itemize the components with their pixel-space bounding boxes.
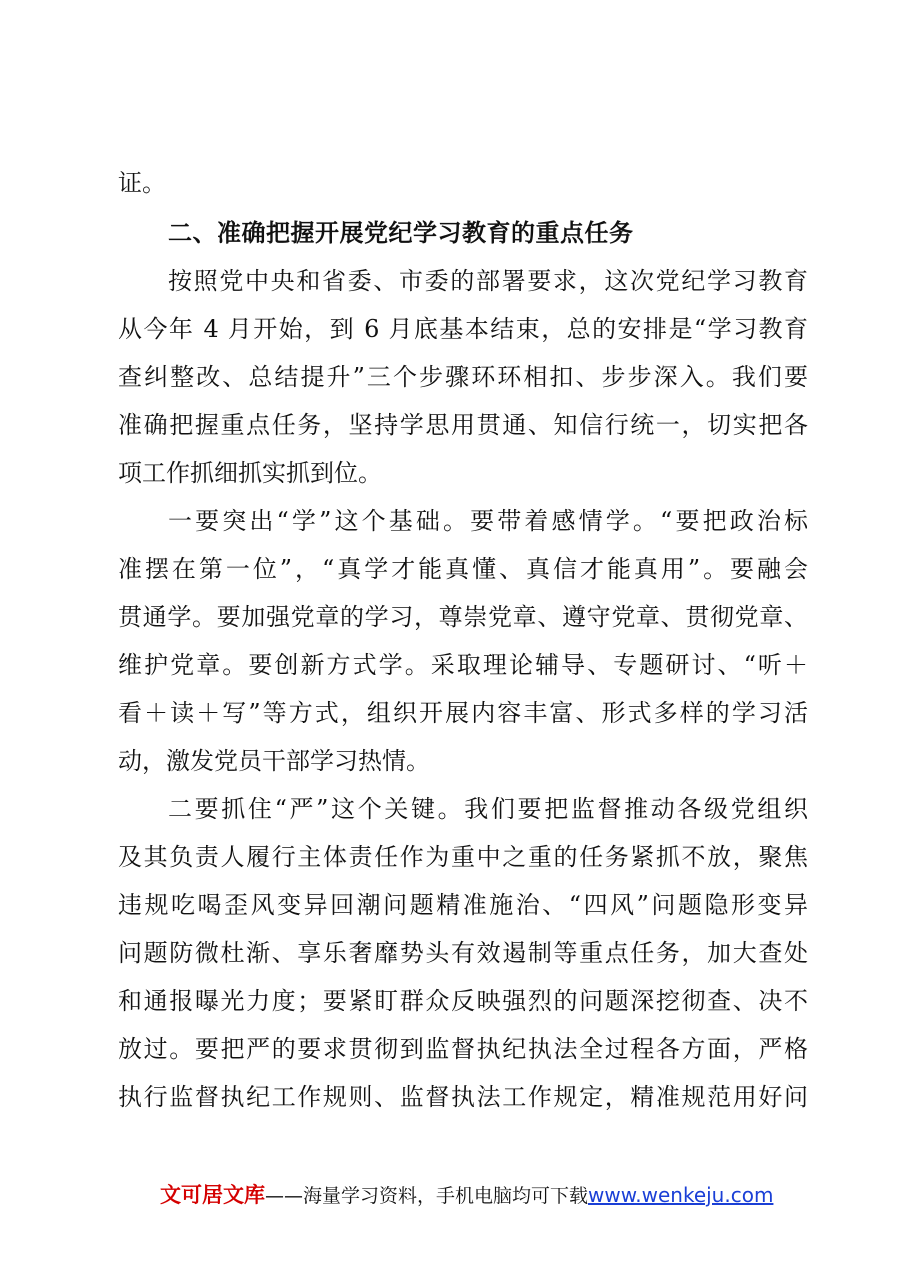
text-line: 贯通学。要加强党章的学习，尊崇党章、遵守党章、贯彻党章、 (118, 603, 808, 631)
text-line: 放过。要把严的要求贯彻到监督执纪执法全过程各方面，严格 (118, 1035, 808, 1063)
footer-tagline: ——海量学习资料，手机电脑均可下载 (265, 1185, 589, 1207)
text-line: 及其负责人履行主体责任作为重中之重的任务紧抓不放，聚焦 (118, 843, 808, 871)
text-line: 违规吃喝歪风变异回潮问题精准施治、“四风”问题隐形变异 (118, 891, 808, 919)
text-line: 执行监督执纪工作规则、监督执法工作规定，精准规范用好问 (118, 1083, 808, 1111)
website-link[interactable]: www.wenkeju.com (588, 1183, 774, 1207)
text-line: 一要突出“学”这个基础。要带着感情学。“要把政治标 (168, 507, 808, 535)
footer-banner (160, 1182, 773, 1209)
text-line: 按照党中央和省委、市委的部署要求，这次党纪学习教育 (168, 267, 808, 295)
text-line: 证。 (118, 169, 166, 197)
section-heading: 二、准确把握开展党纪学习教育的重点任务 (168, 219, 634, 247)
brand-name: 文可居文库 (160, 1183, 265, 1207)
text-line: 项工作抓细抓实抓到位。 (118, 459, 382, 487)
text-line: 从今年 4 月开始，到 6 月底基本结束，总的安排是“学习教育 (118, 315, 808, 343)
text-line: 准确把握重点任务，坚持学思用贯通、知信行统一，切实把各 (118, 411, 808, 439)
text-line: 问题防微杜渐、享乐奢靡势头有效遏制等重点任务，加大查处 (118, 939, 808, 967)
text-line: 维护党章。要创新方式学。采取理论辅导、专题研讨、“听＋ (118, 651, 808, 679)
text-line: 和通报曝光力度；要紧盯群众反映强烈的问题深挖彻查、决不 (118, 987, 808, 1015)
text-line: 查纠整改、总结提升”三个步骤环环相扣、步步深入。我们要 (118, 363, 808, 391)
text-line: 动，激发党员干部学习热情。 (118, 747, 430, 775)
text-line: 二要抓住“严”这个关键。我们要把监督推动各级党组织 (168, 795, 808, 823)
text-line: 看＋读＋写”等方式，组织开展内容丰富、形式多样的学习活 (118, 699, 808, 727)
text-line: 准摆在第一位”，“真学才能真懂、真信才能真用”。要融会 (118, 555, 808, 583)
